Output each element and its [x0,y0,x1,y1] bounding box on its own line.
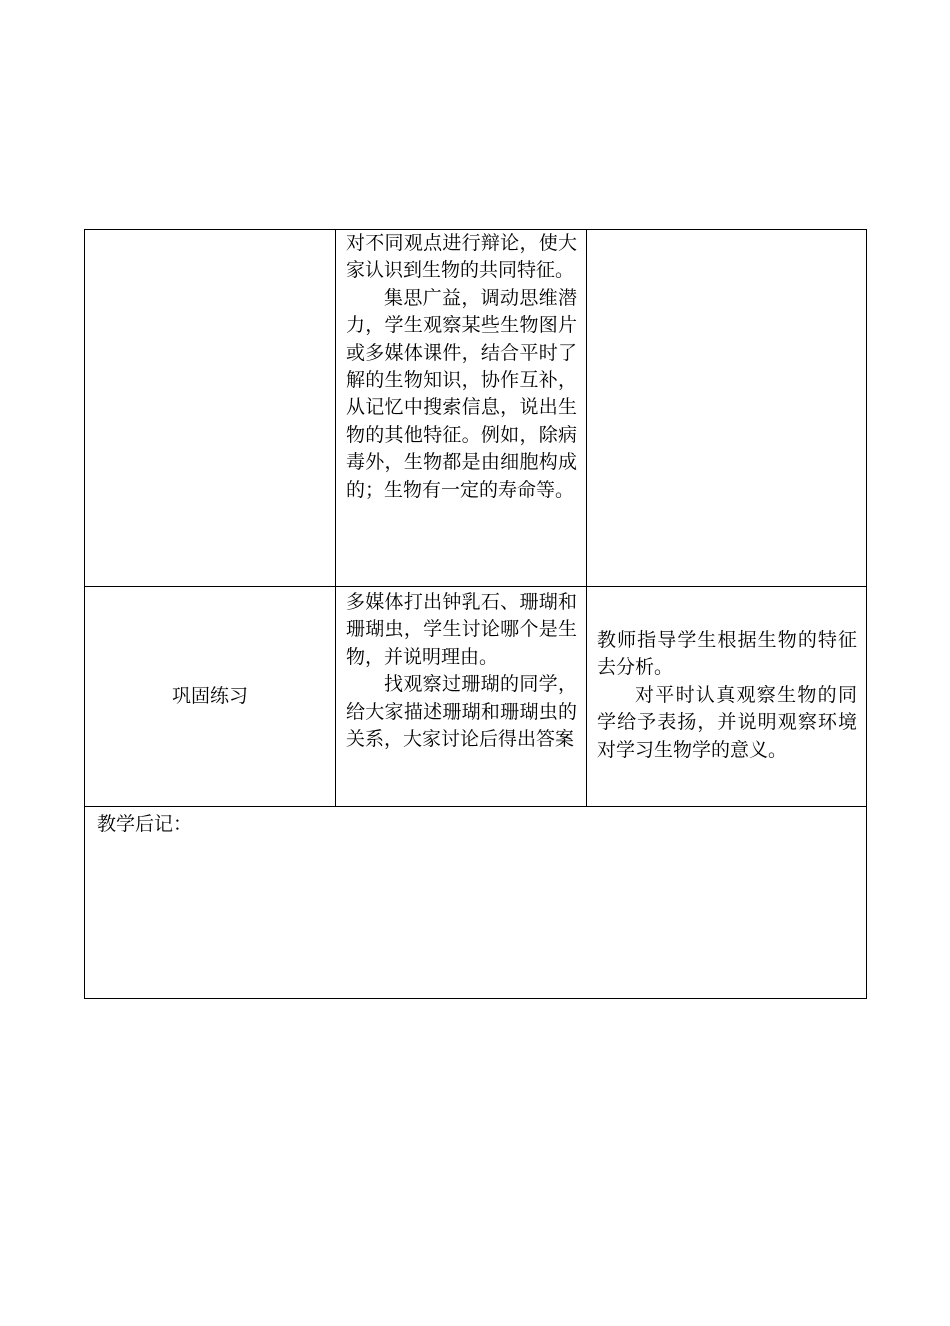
teaching-notes-label: 教学后记： [97,813,193,835]
table-row [85,807,867,999]
empty-label-cell [85,230,336,587]
teaching-notes-cell [85,807,867,999]
activity-paragraph: 对不同观点进行辩论，使大家认识到生物的共同特征。 [346,232,577,282]
activity-paragraph: 多媒体打出钟乳石、珊瑚和珊瑚虫，学生讨论哪个是生物，并说明理由。 [346,591,577,668]
teacher-cell [587,587,867,807]
activity-paragraph: 集思广益，调动思维潜力，学生观察某些生物图片或多媒体课件，结合平时了解的生物知识，协作互补，从记忆中搜索信息，说出生物的其他特征。例如，除病毒外，生物都是由细胞构成的；生物有一定的寿命等。 [346,286,577,501]
activity-cell [336,587,587,807]
activity-paragraph: 找观察过珊瑚的同学，给大家描述珊瑚和珊瑚虫的关系，大家讨论后得出答案 [346,673,577,751]
teacher-paragraph: 对平时认真观察生物的同学给予表扬，并说明观察环境对学习生物学的意义。 [597,683,857,761]
section-label: 巩固练习 [85,587,336,807]
table-row [85,587,867,807]
teacher-cell [587,230,867,587]
lesson-plan-table [84,229,867,999]
table-row [85,230,867,587]
activity-cell [336,230,587,587]
teacher-paragraph: 教师指导学生根据生物的特征去分析。 [597,629,857,679]
